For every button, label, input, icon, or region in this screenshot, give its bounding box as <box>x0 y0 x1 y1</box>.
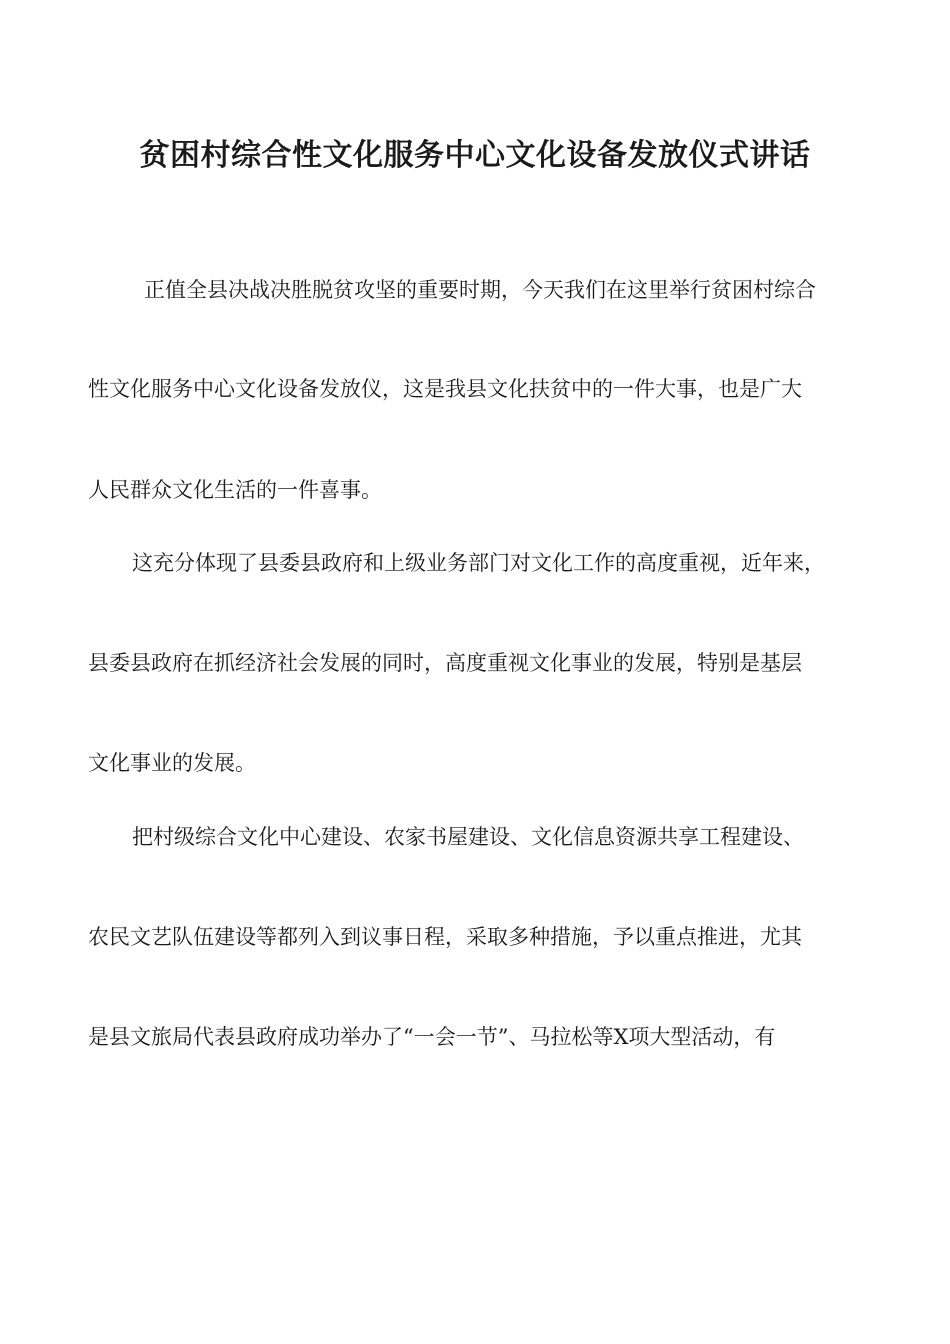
paragraph-3-line-1: 把村级综合文化中心建设、农家书屋建设、文化信息资源共享工程建设、 <box>132 825 804 849</box>
paragraph-2-line-1: 这充分体现了县委县政府和上级业务部门对文化工作的高度重视，近年来， <box>132 551 825 575</box>
paragraph-2-line-3: 文化事业的发展。 <box>88 751 256 775</box>
paragraph-1-line-1: 正值全县决战决胜脱贫攻坚的重要时期，今天我们在这里举行贫困村综合 <box>144 278 816 302</box>
document-title: 贫困村综合性文化服务中心文化设备发放仪式讲话 <box>139 138 811 173</box>
paragraph-2-line-2: 县委县政府在抓经济社会发展的同时，高度重视文化事业的发展，特别是基层 <box>88 651 802 675</box>
paragraph-1-line-2: 性文化服务中心文化设备发放仪，这是我县文化扶贫中的一件大事，也是广大 <box>88 377 802 401</box>
paragraph-3-line-2: 农民文艺队伍建设等都列入到议事日程，采取多种措施，予以重点推进，尤其 <box>88 925 802 949</box>
paragraph-1-line-3: 人民群众文化生活的一件喜事。 <box>88 478 382 502</box>
paragraph-3-line-3: 是县文旅局代表县政府成功举办了“一会一节”、马拉松等X项大型活动，有 <box>88 1025 776 1049</box>
